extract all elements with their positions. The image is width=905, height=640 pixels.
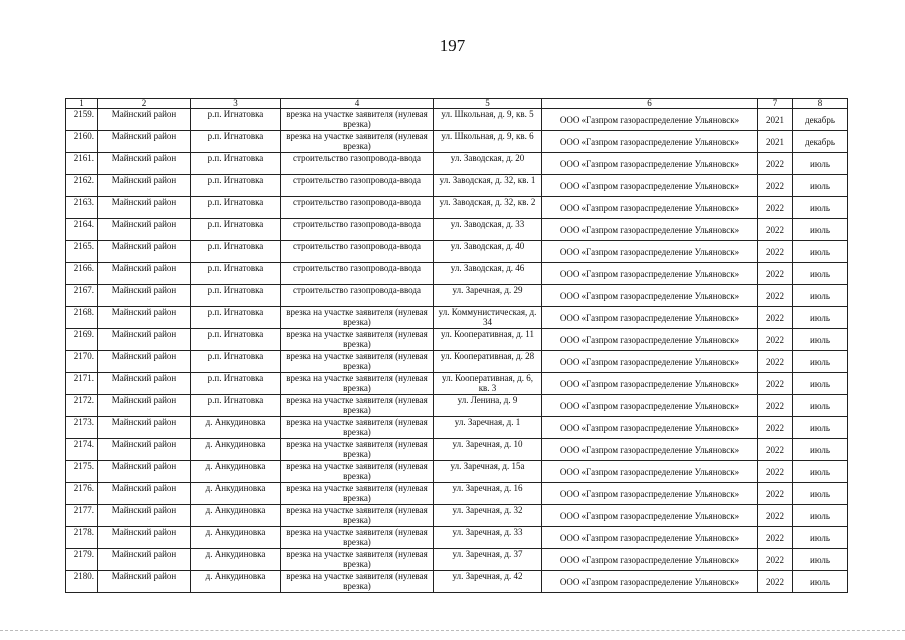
address-cell: ул. Заречная, д. 33 — [434, 527, 542, 549]
work-type-cell: врезка на участке заявителя (нулевая врезка) — [281, 483, 434, 505]
organization-cell: ООО «Газпром газораспределение Ульяновск» — [542, 285, 758, 307]
month-cell: декабрь — [793, 131, 848, 153]
year-cell: 2022 — [758, 439, 793, 461]
scan-edge-divider — [0, 630, 905, 631]
address-cell: ул. Заречная, д. 10 — [434, 439, 542, 461]
work-type-cell: врезка на участке заявителя (нулевая врезка) — [281, 329, 434, 351]
work-type-cell: врезка на участке заявителя (нулевая врезка) — [281, 527, 434, 549]
organization-cell: ООО «Газпром газораспределение Ульяновск» — [542, 241, 758, 263]
table-row — [66, 351, 848, 373]
year-cell: 2022 — [758, 285, 793, 307]
address-cell: ул. Заводская, д. 20 — [434, 153, 542, 175]
table-row — [66, 109, 848, 131]
row-number-cell: 2165. — [66, 241, 98, 263]
header-cell: 1 — [66, 99, 98, 109]
row-number-cell: 2159. — [66, 109, 98, 131]
year-cell: 2022 — [758, 219, 793, 241]
address-cell: ул. Коммунистическая, д. 34 — [434, 307, 542, 329]
organization-cell: ООО «Газпром газораспределение Ульяновск» — [542, 417, 758, 439]
work-type-cell: врезка на участке заявителя (нулевая врезка) — [281, 549, 434, 571]
address-cell: ул. Заречная, д. 16 — [434, 483, 542, 505]
locality-cell: р.п. Игнатовка — [191, 373, 281, 395]
year-cell: 2022 — [758, 527, 793, 549]
organization-cell: ООО «Газпром газораспределение Ульяновск» — [542, 461, 758, 483]
row-number-cell: 2167. — [66, 285, 98, 307]
district-cell: Майнский район — [98, 197, 191, 219]
locality-cell: д. Анкудиновка — [191, 483, 281, 505]
locality-cell: р.п. Игнатовка — [191, 153, 281, 175]
district-cell: Майнский район — [98, 461, 191, 483]
organization-cell: ООО «Газпром газораспределение Ульяновск» — [542, 351, 758, 373]
address-cell: ул. Заводская, д. 32, кв. 2 — [434, 197, 542, 219]
work-type-cell: врезка на участке заявителя (нулевая врезка) — [281, 373, 434, 395]
locality-cell: д. Анкудиновка — [191, 527, 281, 549]
month-cell: июль — [793, 373, 848, 395]
month-cell: июль — [793, 505, 848, 527]
table-row — [66, 197, 848, 219]
year-cell: 2022 — [758, 483, 793, 505]
district-cell: Майнский район — [98, 329, 191, 351]
locality-cell: р.п. Игнатовка — [191, 197, 281, 219]
year-cell: 2022 — [758, 175, 793, 197]
table-row — [66, 439, 848, 461]
table-row — [66, 395, 848, 417]
table-row — [66, 483, 848, 505]
address-cell: ул. Заречная, д. 32 — [434, 505, 542, 527]
month-cell: июль — [793, 549, 848, 571]
organization-cell: ООО «Газпром газораспределение Ульяновск» — [542, 395, 758, 417]
locality-cell: р.п. Игнатовка — [191, 109, 281, 131]
year-cell: 2022 — [758, 329, 793, 351]
row-number-cell: 2166. — [66, 263, 98, 285]
work-type-cell: врезка на участке заявителя (нулевая врезка) — [281, 131, 434, 153]
table-row — [66, 461, 848, 483]
work-type-cell: врезка на участке заявителя (нулевая врезка) — [281, 505, 434, 527]
work-type-cell: врезка на участке заявителя (нулевая врезка) — [281, 461, 434, 483]
month-cell: июль — [793, 527, 848, 549]
address-cell: ул. Кооперативная, д. 28 — [434, 351, 542, 373]
address-cell: ул. Кооперативная, д. 6, кв. 3 — [434, 373, 542, 395]
month-cell: июль — [793, 197, 848, 219]
row-number-cell: 2163. — [66, 197, 98, 219]
district-cell: Майнский район — [98, 175, 191, 197]
row-number-cell: 2175. — [66, 461, 98, 483]
district-cell: Майнский район — [98, 219, 191, 241]
row-number-cell: 2180. — [66, 571, 98, 593]
row-number-cell: 2172. — [66, 395, 98, 417]
row-number-cell: 2178. — [66, 527, 98, 549]
address-cell: ул. Заречная, д. 1 — [434, 417, 542, 439]
district-cell: Майнский район — [98, 131, 191, 153]
header-cell: 5 — [434, 99, 542, 109]
table-row — [66, 241, 848, 263]
district-cell: Майнский район — [98, 527, 191, 549]
locality-cell: д. Анкудиновка — [191, 549, 281, 571]
work-type-cell: врезка на участке заявителя (нулевая врезка) — [281, 571, 434, 593]
work-type-cell: врезка на участке заявителя (нулевая врезка) — [281, 109, 434, 131]
month-cell: июль — [793, 175, 848, 197]
header-cell: 3 — [191, 99, 281, 109]
year-cell: 2022 — [758, 505, 793, 527]
address-cell: ул. Школьная, д. 9, кв. 6 — [434, 131, 542, 153]
month-cell: июль — [793, 439, 848, 461]
address-cell: ул. Заводская, д. 46 — [434, 263, 542, 285]
row-number-cell: 2169. — [66, 329, 98, 351]
organization-cell: ООО «Газпром газораспределение Ульяновск» — [542, 219, 758, 241]
organization-cell: ООО «Газпром газораспределение Ульяновск» — [542, 329, 758, 351]
gasification-schedule-table — [65, 98, 848, 593]
address-cell: ул. Заречная, д. 29 — [434, 285, 542, 307]
organization-cell: ООО «Газпром газораспределение Ульяновск» — [542, 175, 758, 197]
address-cell: ул. Заречная, д. 37 — [434, 549, 542, 571]
district-cell: Майнский район — [98, 285, 191, 307]
table-row — [66, 329, 848, 351]
locality-cell: р.п. Игнатовка — [191, 329, 281, 351]
locality-cell: д. Анкудиновка — [191, 461, 281, 483]
locality-cell: р.п. Игнатовка — [191, 241, 281, 263]
locality-cell: д. Анкудиновка — [191, 417, 281, 439]
locality-cell: р.п. Игнатовка — [191, 219, 281, 241]
row-number-cell: 2174. — [66, 439, 98, 461]
locality-cell: р.п. Игнатовка — [191, 395, 281, 417]
table-row — [66, 549, 848, 571]
locality-cell: д. Анкудиновка — [191, 571, 281, 593]
year-cell: 2022 — [758, 373, 793, 395]
year-cell: 2022 — [758, 351, 793, 373]
row-number-cell: 2179. — [66, 549, 98, 571]
address-cell: ул. Заречная, д. 42 — [434, 571, 542, 593]
locality-cell: р.п. Игнатовка — [191, 351, 281, 373]
organization-cell: ООО «Газпром газораспределение Ульяновск» — [542, 263, 758, 285]
locality-cell: р.п. Игнатовка — [191, 131, 281, 153]
row-number-cell: 2173. — [66, 417, 98, 439]
row-number-cell: 2162. — [66, 175, 98, 197]
district-cell: Майнский район — [98, 395, 191, 417]
row-number-cell: 2171. — [66, 373, 98, 395]
organization-cell: ООО «Газпром газораспределение Ульяновск» — [542, 571, 758, 593]
district-cell: Майнский район — [98, 505, 191, 527]
work-type-cell: врезка на участке заявителя (нулевая врезка) — [281, 439, 434, 461]
table-row — [66, 527, 848, 549]
year-cell: 2022 — [758, 395, 793, 417]
organization-cell: ООО «Газпром газораспределение Ульяновск» — [542, 549, 758, 571]
district-cell: Майнский район — [98, 263, 191, 285]
header-cell: 4 — [281, 99, 434, 109]
work-type-cell: врезка на участке заявителя (нулевая врезка) — [281, 307, 434, 329]
month-cell: июль — [793, 483, 848, 505]
row-number-cell: 2177. — [66, 505, 98, 527]
year-cell: 2022 — [758, 153, 793, 175]
table-row — [66, 285, 848, 307]
table-row — [66, 175, 848, 197]
organization-cell: ООО «Газпром газораспределение Ульяновск» — [542, 109, 758, 131]
year-cell: 2022 — [758, 307, 793, 329]
month-cell: июль — [793, 351, 848, 373]
organization-cell: ООО «Газпром газораспределение Ульяновск» — [542, 373, 758, 395]
header-cell: 7 — [758, 99, 793, 109]
month-cell: июль — [793, 153, 848, 175]
district-cell: Майнский район — [98, 549, 191, 571]
locality-cell: д. Анкудиновка — [191, 505, 281, 527]
month-cell: июль — [793, 241, 848, 263]
row-number-cell: 2170. — [66, 351, 98, 373]
table-row — [66, 571, 848, 593]
locality-cell: р.п. Игнатовка — [191, 307, 281, 329]
work-type-cell: врезка на участке заявителя (нулевая врезка) — [281, 351, 434, 373]
table-row — [66, 219, 848, 241]
header-cell: 8 — [793, 99, 848, 109]
year-cell: 2021 — [758, 109, 793, 131]
locality-cell: р.п. Игнатовка — [191, 285, 281, 307]
organization-cell: ООО «Газпром газораспределение Ульяновск» — [542, 505, 758, 527]
district-cell: Майнский район — [98, 373, 191, 395]
header-row — [66, 99, 848, 109]
district-cell: Майнский район — [98, 571, 191, 593]
work-type-cell: врезка на участке заявителя (нулевая врезка) — [281, 417, 434, 439]
district-cell: Майнский район — [98, 153, 191, 175]
table-row — [66, 131, 848, 153]
row-number-cell: 2164. — [66, 219, 98, 241]
work-type-cell: строительство газопровода-ввода — [281, 197, 434, 219]
month-cell: июль — [793, 395, 848, 417]
work-type-cell: строительство газопровода-ввода — [281, 285, 434, 307]
table-row — [66, 505, 848, 527]
month-cell: июль — [793, 285, 848, 307]
month-cell: июль — [793, 263, 848, 285]
district-cell: Майнский район — [98, 351, 191, 373]
address-cell: ул. Заречная, д. 15а — [434, 461, 542, 483]
year-cell: 2022 — [758, 549, 793, 571]
work-type-cell: строительство газопровода-ввода — [281, 175, 434, 197]
month-cell: декабрь — [793, 109, 848, 131]
locality-cell: р.п. Игнатовка — [191, 175, 281, 197]
table-row — [66, 373, 848, 395]
district-cell: Майнский район — [98, 417, 191, 439]
organization-cell: ООО «Газпром газораспределение Ульяновск» — [542, 307, 758, 329]
organization-cell: ООО «Газпром газораспределение Ульяновск» — [542, 197, 758, 219]
address-cell: ул. Школьная, д. 9, кв. 5 — [434, 109, 542, 131]
header-cell: 2 — [98, 99, 191, 109]
year-cell: 2022 — [758, 417, 793, 439]
organization-cell: ООО «Газпром газораспределение Ульяновск» — [542, 483, 758, 505]
work-type-cell: строительство газопровода-ввода — [281, 219, 434, 241]
month-cell: июль — [793, 329, 848, 351]
address-cell: ул. Заводская, д. 32, кв. 1 — [434, 175, 542, 197]
month-cell: июль — [793, 417, 848, 439]
table-row — [66, 263, 848, 285]
address-cell: ул. Заводская, д. 40 — [434, 241, 542, 263]
work-type-cell: врезка на участке заявителя (нулевая врезка) — [281, 395, 434, 417]
locality-cell: д. Анкудиновка — [191, 439, 281, 461]
work-type-cell: строительство газопровода-ввода — [281, 153, 434, 175]
address-cell: ул. Ленина, д. 9 — [434, 395, 542, 417]
year-cell: 2022 — [758, 571, 793, 593]
year-cell: 2022 — [758, 241, 793, 263]
address-cell: ул. Кооперативная, д. 11 — [434, 329, 542, 351]
row-number-cell: 2160. — [66, 131, 98, 153]
year-cell: 2022 — [758, 197, 793, 219]
organization-cell: ООО «Газпром газораспределение Ульяновск» — [542, 153, 758, 175]
address-cell: ул. Заводская, д. 33 — [434, 219, 542, 241]
table-row — [66, 307, 848, 329]
district-cell: Майнский район — [98, 439, 191, 461]
month-cell: июль — [793, 307, 848, 329]
year-cell: 2022 — [758, 263, 793, 285]
row-number-cell: 2176. — [66, 483, 98, 505]
table-row — [66, 417, 848, 439]
district-cell: Майнский район — [98, 483, 191, 505]
district-cell: Майнский район — [98, 241, 191, 263]
row-number-cell: 2168. — [66, 307, 98, 329]
organization-cell: ООО «Газпром газораспределение Ульяновск» — [542, 439, 758, 461]
organization-cell: ООО «Газпром газораспределение Ульяновск» — [542, 131, 758, 153]
district-cell: Майнский район — [98, 109, 191, 131]
work-type-cell: строительство газопровода-ввода — [281, 263, 434, 285]
row-number-cell: 2161. — [66, 153, 98, 175]
month-cell: июль — [793, 219, 848, 241]
locality-cell: р.п. Игнатовка — [191, 263, 281, 285]
page-number: 197 — [439, 36, 466, 55]
month-cell: июль — [793, 571, 848, 593]
organization-cell: ООО «Газпром газораспределение Ульяновск» — [542, 527, 758, 549]
year-cell: 2022 — [758, 461, 793, 483]
work-type-cell: строительство газопровода-ввода — [281, 241, 434, 263]
header-cell: 6 — [542, 99, 758, 109]
year-cell: 2021 — [758, 131, 793, 153]
table-row — [66, 153, 848, 175]
month-cell: июль — [793, 461, 848, 483]
district-cell: Майнский район — [98, 307, 191, 329]
